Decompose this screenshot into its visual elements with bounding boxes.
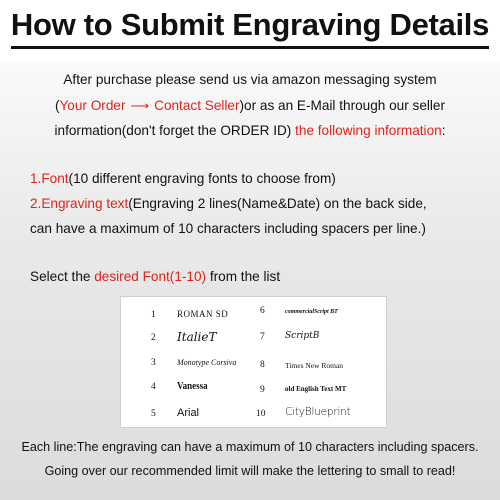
font-num: 4 <box>151 382 156 392</box>
intro-line-2 <box>0 94 500 118</box>
intro-line-1: After purchase please send us via amazon messaging system <box>63 72 437 87</box>
select-end: from the list <box>206 269 281 284</box>
font-num: 9 <box>260 385 265 395</box>
font-num: 8 <box>260 360 265 370</box>
page-title: How to Submit Engraving Details <box>11 6 489 49</box>
select-font-line <box>30 265 280 289</box>
item-text-num: 2. <box>30 196 42 211</box>
item-text-label: Engraving text <box>41 196 129 211</box>
font-num: 7 <box>260 332 265 342</box>
select-start: Select the <box>30 269 95 284</box>
font-num: 5 <box>151 409 156 419</box>
font-num: 2 <box>151 333 156 343</box>
item-text-desc: (Engraving 2 lines(Name&Date) on the back side, <box>128 196 427 211</box>
item-font-num: 1. <box>30 171 42 186</box>
font-sample: ItalieT <box>177 330 217 344</box>
item-font-desc: (10 different engraving fonts to choose from) <box>68 171 336 186</box>
intro-line-3-end: : <box>441 123 446 138</box>
font-num: 3 <box>151 358 156 368</box>
intro-line-3-start: information(don't forget the ORDER ID) <box>54 123 296 138</box>
font-sample: Arial <box>177 407 200 419</box>
font-sample: Vanessa <box>177 381 208 392</box>
your-order-text: Your Order <box>59 98 126 113</box>
contact-seller-text: Contact Seller <box>154 98 240 113</box>
paren-open: ( <box>54 98 60 113</box>
font-sample-table <box>120 296 387 428</box>
font-sample: CityBlueprint <box>285 406 351 418</box>
font-num: 1 <box>151 310 156 320</box>
title-container <box>0 6 500 60</box>
font-num: 6 <box>260 306 265 316</box>
item-engraving-text-cont: can have a maximum of 10 characters including spacers per line.) <box>30 221 426 236</box>
font-sample: ROMAN SD <box>177 309 229 319</box>
following-info-text: the following information <box>295 123 442 138</box>
item-engraving-text <box>30 192 427 216</box>
arrow-right-icon: ⟶ <box>130 98 150 113</box>
font-sample: ScriptB <box>285 331 320 341</box>
font-sample: old English Text MT <box>285 385 347 393</box>
footer-line-1: Each line:The engraving can have a maximum of 10 characters including spacers. <box>21 440 479 454</box>
select-desired-font: desired Font(1-10) <box>94 269 207 284</box>
footer-line-2: Going over our recommended limit will make the lettering to small to read! <box>44 464 456 478</box>
item-font-label: Font <box>41 171 69 186</box>
item-font <box>30 167 336 191</box>
font-sample: Times New Roman <box>285 361 344 370</box>
font-sample: commercialScript BT <box>285 309 338 315</box>
intro-line-2-rest: )or as an E-Mail through our seller <box>239 98 446 113</box>
font-sample: Monotype Corsiva <box>177 358 237 367</box>
intro-line-3 <box>0 119 500 143</box>
font-num: 10 <box>256 409 266 419</box>
